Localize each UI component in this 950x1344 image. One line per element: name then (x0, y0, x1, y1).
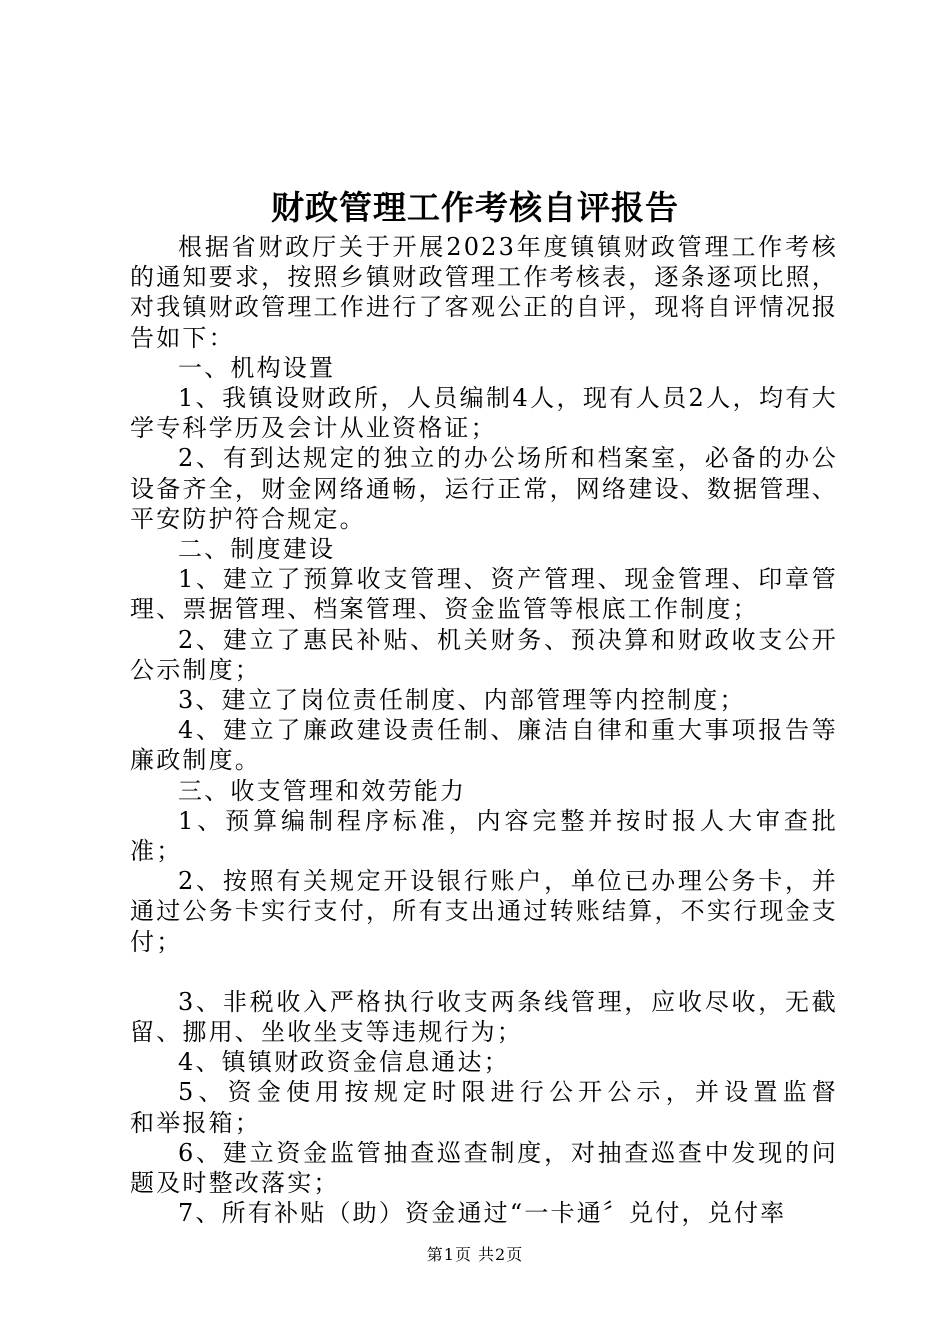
body-paragraph: 2、有到达规定的独立的办公场所和档案室，必备的办公设备齐全，财金网络通畅，运行正常，网络建设、数据管理、平安防护符合规定。 (130, 444, 838, 533)
body-paragraph: 2、建立了惠民补贴、机关财务、预决算和财政收支公开公示制度； (130, 625, 838, 684)
body-paragraph: 1、我镇设财政所，人员编制4人，现有人员2人，均有大学专科学历及会计从业资格证； (130, 384, 838, 443)
body-paragraph: 6、建立资金监管抽查巡查制度，对抽查巡查中发现的问题及时整改落实； (130, 1138, 838, 1198)
body-paragraph: 2、按照有关规定开设银行账户，单位已办理公务卡，并通过公务卡实行支付，所有支出通过转账结算，不实行现金支付； (130, 867, 838, 956)
section-heading: 三、收支管理和效劳能力 (178, 776, 467, 805)
body-paragraph: 3、建立了岗位责任制度、内部管理等内控制度； (178, 686, 746, 715)
body-paragraph: 4、镇镇财政资金信息通达； (178, 1048, 510, 1077)
section-heading: 一、机构设置 (178, 353, 336, 382)
body-paragraph: 4、建立了廉政建设责任制、廉洁自律和重大事项报告等廉政制度。 (130, 716, 838, 775)
body-paragraph: 3、非税收入严格执行收支两条线管理，应收尽收，无截留、挪用、坐收坐支等违规行为； (130, 987, 838, 1047)
intro-paragraph: 根据省财政厅关于开展2023年度镇镇财政管理工作考核的通知要求，按照乡镇财政管理工作考核表，逐条逐项比照，对我镇财政管理工作进行了客观公正的自评，现将自评情况报告如下： (130, 233, 838, 352)
body-paragraph: 7、所有补贴（助）资金通过“一卡通〞兑付，兑付率 (178, 1199, 787, 1228)
page-number: 第1页 共2页 (426, 1245, 524, 1264)
body-paragraph: 1、预算编制程序标准，内容完整并按时报人大审查批准； (130, 806, 838, 866)
document-body (130, 232, 891, 1229)
body-paragraph: 1、建立了预算收支管理、资产管理、现金管理、印章管理、票据管理、档案管理、资金监管等根底工作制度； (130, 565, 838, 624)
body-paragraph: 5、资金使用按规定时限进行公开公示，并设置监督 和举报箱； (130, 1078, 891, 1137)
section-heading: 二、制度建设 (178, 535, 336, 564)
document-title: 财政管理工作考核自评报告 (271, 188, 679, 227)
